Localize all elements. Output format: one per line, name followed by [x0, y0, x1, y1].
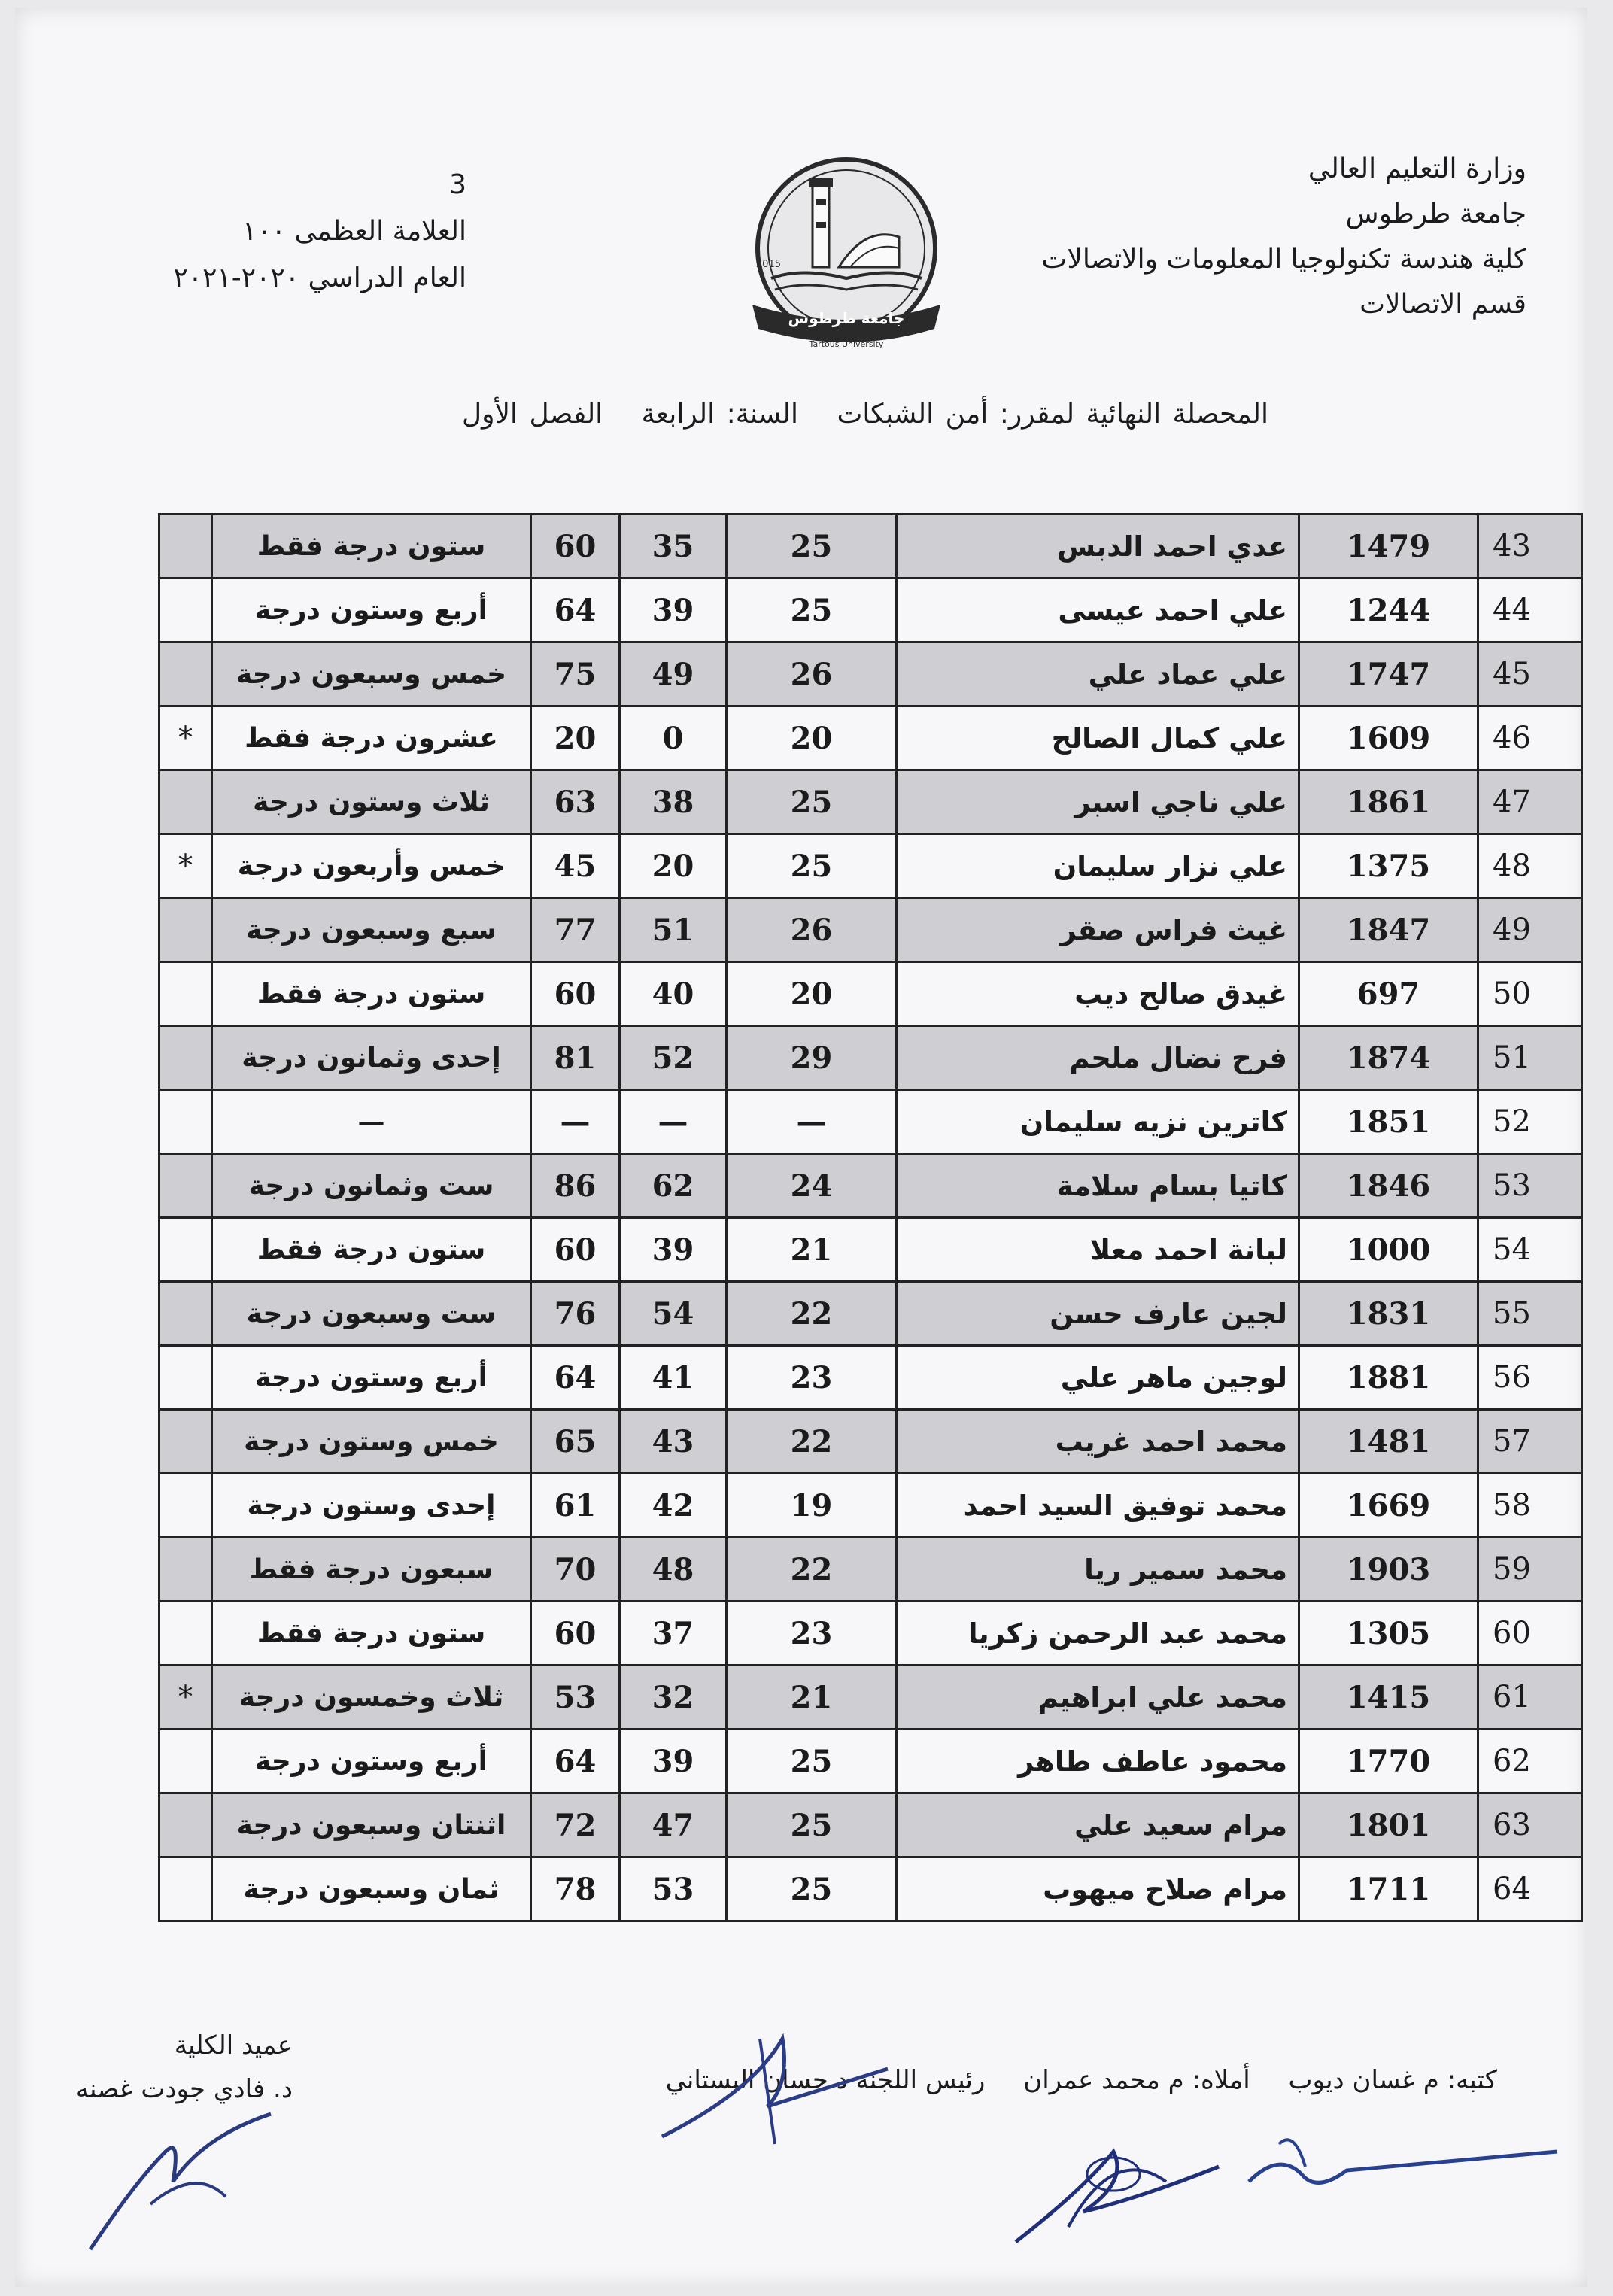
student-name-cell: علي نزار سليمان [897, 834, 1299, 898]
note-mark-cell [159, 962, 212, 1026]
max-mark: العلامة العظمى ١٠٠ [242, 216, 466, 247]
total-in-words-cell: اثنتان وسبعون درجة [212, 1793, 531, 1857]
student-name-cell: كاتيا بسام سلامة [897, 1154, 1299, 1218]
total-mark-cell: 77 [531, 898, 620, 962]
total-mark-cell: 81 [531, 1026, 620, 1090]
total-mark-cell: 86 [531, 1154, 620, 1218]
total-in-words-cell: خمس وستون درجة [212, 1410, 531, 1474]
total-mark-cell: 60 [531, 1218, 620, 1282]
logo-name-ar: جامعة طرطوس [788, 309, 905, 327]
table-row [159, 579, 1582, 642]
practical-mark-cell: 23 [727, 1602, 897, 1666]
student-id-cell: 1861 [1299, 770, 1478, 834]
practical-mark-cell: 25 [727, 579, 897, 642]
total-in-words-cell: سبعون درجة فقط [212, 1538, 531, 1602]
total-mark-cell: 20 [531, 706, 620, 770]
student-name-cell: لبانة احمد معلا [897, 1218, 1299, 1282]
practical-mark-cell: 25 [727, 1793, 897, 1857]
total-in-words-cell: عشرون درجة فقط [212, 706, 531, 770]
table-row [159, 898, 1582, 962]
seq-number-cell: 50 [1478, 962, 1582, 1026]
note-mark-cell [159, 1282, 212, 1346]
signature-dictator-icon [993, 2099, 1241, 2264]
exam-mark-cell: 35 [620, 515, 727, 579]
practical-mark-cell: 20 [727, 962, 897, 1026]
seq-number-cell: 47 [1478, 770, 1582, 834]
practical-mark-cell: 19 [727, 1474, 897, 1538]
note-mark-cell [159, 1857, 212, 1921]
student-id-cell: 1770 [1299, 1730, 1478, 1793]
total-mark-cell: 64 [531, 1346, 620, 1410]
total-mark-cell: 70 [531, 1538, 620, 1602]
student-id-cell: 1831 [1299, 1282, 1478, 1346]
student-name-cell: محمد توفيق السيد احمد [897, 1474, 1299, 1538]
exam-mark-cell: 42 [620, 1474, 727, 1538]
student-id-cell: 1847 [1299, 898, 1478, 962]
student-name-cell: لجين عارف حسن [897, 1282, 1299, 1346]
student-name-cell: علي احمد عيسى [897, 579, 1299, 642]
course-semester: الفصل الأول [461, 399, 603, 430]
note-mark-cell [159, 898, 212, 962]
seq-number-cell: 62 [1478, 1730, 1582, 1793]
ministry-name: وزارة التعليم العالي [1308, 153, 1526, 184]
total-in-words-cell: ثلاث وستون درجة [212, 770, 531, 834]
exam-mark-cell: 53 [620, 1857, 727, 1921]
table-row [159, 834, 1582, 898]
note-mark-cell [159, 1410, 212, 1474]
note-mark-cell: * [159, 1666, 212, 1730]
total-in-words-cell: أربع وستون درجة [212, 1346, 531, 1410]
student-name-cell: مرام سعيد علي [897, 1793, 1299, 1857]
student-name-cell: كاترين نزيه سليمان [897, 1090, 1299, 1154]
dictated-by: أملاه: م محمد عمران [1023, 2065, 1250, 2095]
table-row [159, 1793, 1582, 1857]
total-mark-cell: 53 [531, 1666, 620, 1730]
practical-mark-cell: 25 [727, 1857, 897, 1921]
table-row [159, 770, 1582, 834]
signature-writer-icon [1234, 2099, 1580, 2204]
student-id-cell: 1305 [1299, 1602, 1478, 1666]
note-mark-cell [159, 579, 212, 642]
page-number: 3 [449, 169, 466, 200]
practical-mark-cell: — [727, 1090, 897, 1154]
student-name-cell: علي عماد علي [897, 642, 1299, 706]
practical-mark-cell: 29 [727, 1026, 897, 1090]
exam-mark-cell: 41 [620, 1346, 727, 1410]
dean-name: د. فادي جودت غصنه [75, 2074, 293, 2104]
student-id-cell: 1669 [1299, 1474, 1478, 1538]
practical-mark-cell: 25 [727, 770, 897, 834]
table-row [159, 1857, 1582, 1921]
note-mark-cell [159, 1730, 212, 1793]
academic-year: العام الدراسي ٢٠٢٠-٢٠٢١ [173, 263, 466, 293]
seq-number-cell: 57 [1478, 1410, 1582, 1474]
exam-mark-cell: 39 [620, 1218, 727, 1282]
student-id-cell: 1000 [1299, 1218, 1478, 1282]
practical-mark-cell: 21 [727, 1666, 897, 1730]
exam-mark-cell: 54 [620, 1282, 727, 1346]
total-in-words-cell: إحدى وثمانون درجة [212, 1026, 531, 1090]
seq-number-cell: 45 [1478, 642, 1582, 706]
student-name-cell: غيث فراس صقر [897, 898, 1299, 962]
student-id-cell: 1801 [1299, 1793, 1478, 1857]
seq-number-cell: 56 [1478, 1346, 1582, 1410]
table-row [159, 642, 1582, 706]
note-mark-cell [159, 1346, 212, 1410]
student-name-cell: محمد احمد غريب [897, 1410, 1299, 1474]
seq-number-cell: 43 [1478, 515, 1582, 579]
student-name-cell: عدي احمد الدبس [897, 515, 1299, 579]
seq-number-cell: 59 [1478, 1538, 1582, 1602]
total-mark-cell: 65 [531, 1410, 620, 1474]
total-in-words-cell: ثلاث وخمسون درجة [212, 1666, 531, 1730]
course-year: السنة: الرابعة [641, 399, 798, 430]
committee-head: رئيس اللجنة د حسان البستاني [665, 2065, 986, 2095]
student-name-cell: غيدق صالح ديب [897, 962, 1299, 1026]
written-by: كتبه: م غسان ديوب [1288, 2065, 1497, 2095]
note-mark-cell [159, 1474, 212, 1538]
student-id-cell: 1244 [1299, 579, 1478, 642]
course-title: المحصلة النهائية لمقرر: أمن الشبكات [837, 399, 1268, 430]
signature-dean-icon [75, 2091, 301, 2264]
note-mark-cell: * [159, 706, 212, 770]
student-id-cell: 1711 [1299, 1857, 1478, 1921]
total-in-words-cell: ستون درجة فقط [212, 515, 531, 579]
table-row [159, 1538, 1582, 1602]
table-row [159, 1218, 1582, 1282]
practical-mark-cell: 22 [727, 1282, 897, 1346]
table-row [159, 1666, 1582, 1730]
student-id-cell: 1747 [1299, 642, 1478, 706]
table-row [159, 1730, 1582, 1793]
total-mark-cell: 60 [531, 1602, 620, 1666]
seq-number-cell: 51 [1478, 1026, 1582, 1090]
total-mark-cell: 60 [531, 962, 620, 1026]
practical-mark-cell: 25 [727, 1730, 897, 1793]
practical-mark-cell: 22 [727, 1410, 897, 1474]
exam-mark-cell: 0 [620, 706, 727, 770]
total-in-words-cell: ثمان وسبعون درجة [212, 1857, 531, 1921]
practical-mark-cell: 23 [727, 1346, 897, 1410]
table-row [159, 1154, 1582, 1218]
total-in-words-cell: ستون درجة فقط [212, 1218, 531, 1282]
table-row [159, 1090, 1582, 1154]
note-mark-cell [159, 1218, 212, 1282]
total-mark-cell: 61 [531, 1474, 620, 1538]
seq-number-cell: 49 [1478, 898, 1582, 962]
student-id-cell: 1903 [1299, 1538, 1478, 1602]
total-mark-cell: 72 [531, 1793, 620, 1857]
total-in-words-cell: خمس وسبعون درجة [212, 642, 531, 706]
total-in-words-cell: ست وسبعون درجة [212, 1282, 531, 1346]
note-mark-cell [159, 1154, 212, 1218]
note-mark-cell [159, 1602, 212, 1666]
exam-mark-cell: 37 [620, 1602, 727, 1666]
exam-mark-cell: 51 [620, 898, 727, 962]
practical-mark-cell: 26 [727, 898, 897, 962]
table-row [159, 1282, 1582, 1346]
student-id-cell: 1375 [1299, 834, 1478, 898]
exam-mark-cell: 20 [620, 834, 727, 898]
practical-mark-cell: 21 [727, 1218, 897, 1282]
department-name: قسم الاتصالات [1359, 289, 1526, 320]
exam-mark-cell: 62 [620, 1154, 727, 1218]
student-id-cell: 1881 [1299, 1346, 1478, 1410]
total-in-words-cell: سبع وسبعون درجة [212, 898, 531, 962]
note-mark-cell [159, 1090, 212, 1154]
student-name-cell: محمد علي ابراهيم [897, 1666, 1299, 1730]
faculty-name: كلية هندسة تكنولوجيا المعلومات والاتصالات [1041, 244, 1526, 275]
header-exam-info [150, 162, 466, 302]
total-mark-cell: 78 [531, 1857, 620, 1921]
grades-table-body [159, 515, 1582, 1921]
table-row [159, 1346, 1582, 1410]
table-row [159, 962, 1582, 1026]
dean-title: عميد الكلية [174, 2030, 293, 2061]
total-mark-cell: 76 [531, 1282, 620, 1346]
seq-number-cell: 46 [1478, 706, 1582, 770]
note-mark-cell: * [159, 834, 212, 898]
total-in-words-cell: أربع وستون درجة [212, 1730, 531, 1793]
note-mark-cell [159, 1538, 212, 1602]
student-id-cell: 1851 [1299, 1090, 1478, 1154]
student-id-cell: 1874 [1299, 1026, 1478, 1090]
seq-number-cell: 48 [1478, 834, 1582, 898]
table-row [159, 1026, 1582, 1090]
total-mark-cell: 75 [531, 642, 620, 706]
university-logo-icon [737, 154, 955, 357]
total-in-words-cell: ست وثمانون درجة [212, 1154, 531, 1218]
exam-mark-cell: 52 [620, 1026, 727, 1090]
note-mark-cell [159, 770, 212, 834]
seq-number-cell: 64 [1478, 1857, 1582, 1921]
university-name: جامعة طرطوس [1345, 199, 1526, 229]
header-institution [985, 147, 1526, 327]
exam-mark-cell: 38 [620, 770, 727, 834]
seq-number-cell: 54 [1478, 1218, 1582, 1282]
exam-mark-cell: 43 [620, 1410, 727, 1474]
student-id-cell: 1481 [1299, 1410, 1478, 1474]
practical-mark-cell: 26 [727, 642, 897, 706]
student-id-cell: 1415 [1299, 1666, 1478, 1730]
sheet-subtitle [421, 399, 1309, 430]
total-in-words-cell: أربع وستون درجة [212, 579, 531, 642]
note-mark-cell [159, 515, 212, 579]
student-id-cell: 1846 [1299, 1154, 1478, 1218]
practical-mark-cell: 24 [727, 1154, 897, 1218]
total-mark-cell: 60 [531, 515, 620, 579]
student-name-cell: علي ناجي اسبر [897, 770, 1299, 834]
student-id-cell: 1609 [1299, 706, 1478, 770]
total-mark-cell: — [531, 1090, 620, 1154]
logo-name-en: Tartous University [809, 339, 884, 349]
student-name-cell: مرام صلاح ميهوب [897, 1857, 1299, 1921]
seq-number-cell: 63 [1478, 1793, 1582, 1857]
exam-mark-cell: 47 [620, 1793, 727, 1857]
seq-number-cell: 52 [1478, 1090, 1582, 1154]
total-in-words-cell: ستون درجة فقط [212, 962, 531, 1026]
total-mark-cell: 45 [531, 834, 620, 898]
table-row [159, 1410, 1582, 1474]
total-mark-cell: 63 [531, 770, 620, 834]
seq-number-cell: 44 [1478, 579, 1582, 642]
note-mark-cell [159, 1026, 212, 1090]
seq-number-cell: 60 [1478, 1602, 1582, 1666]
exam-mark-cell: — [620, 1090, 727, 1154]
exam-mark-cell: 39 [620, 1730, 727, 1793]
seq-number-cell: 53 [1478, 1154, 1582, 1218]
student-name-cell: فرح نضال ملحم [897, 1026, 1299, 1090]
table-row [159, 515, 1582, 579]
grades-table [158, 513, 1583, 1922]
student-name-cell: علي كمال الصالح [897, 706, 1299, 770]
table-row [159, 706, 1582, 770]
total-in-words-cell: ستون درجة فقط [212, 1602, 531, 1666]
exam-mark-cell: 32 [620, 1666, 727, 1730]
exam-mark-cell: 40 [620, 962, 727, 1026]
total-mark-cell: 64 [531, 1730, 620, 1793]
signature-committee-head-icon [647, 2024, 903, 2152]
student-id-cell: 697 [1299, 962, 1478, 1026]
seq-number-cell: 58 [1478, 1474, 1582, 1538]
logo-year: 2015 [755, 259, 781, 270]
total-in-words-cell: — [212, 1090, 531, 1154]
table-row [159, 1474, 1582, 1538]
practical-mark-cell: 22 [727, 1538, 897, 1602]
exam-mark-cell: 49 [620, 642, 727, 706]
seq-number-cell: 61 [1478, 1666, 1582, 1730]
student-name-cell: محمد عبد الرحمن زكريا [897, 1602, 1299, 1666]
student-name-cell: محمود عاطف طاهر [897, 1730, 1299, 1793]
total-in-words-cell: خمس وأربعون درجة [212, 834, 531, 898]
exam-mark-cell: 48 [620, 1538, 727, 1602]
student-name-cell: محمد سمير ريا [897, 1538, 1299, 1602]
practical-mark-cell: 25 [727, 834, 897, 898]
total-in-words-cell: إحدى وستون درجة [212, 1474, 531, 1538]
student-id-cell: 1479 [1299, 515, 1478, 579]
practical-mark-cell: 20 [727, 706, 897, 770]
note-mark-cell [159, 1793, 212, 1857]
exam-mark-cell: 39 [620, 579, 727, 642]
student-name-cell: لوجين ماهر علي [897, 1346, 1299, 1410]
note-mark-cell [159, 642, 212, 706]
seq-number-cell: 55 [1478, 1282, 1582, 1346]
practical-mark-cell: 25 [727, 515, 897, 579]
table-row [159, 1602, 1582, 1666]
total-mark-cell: 64 [531, 579, 620, 642]
